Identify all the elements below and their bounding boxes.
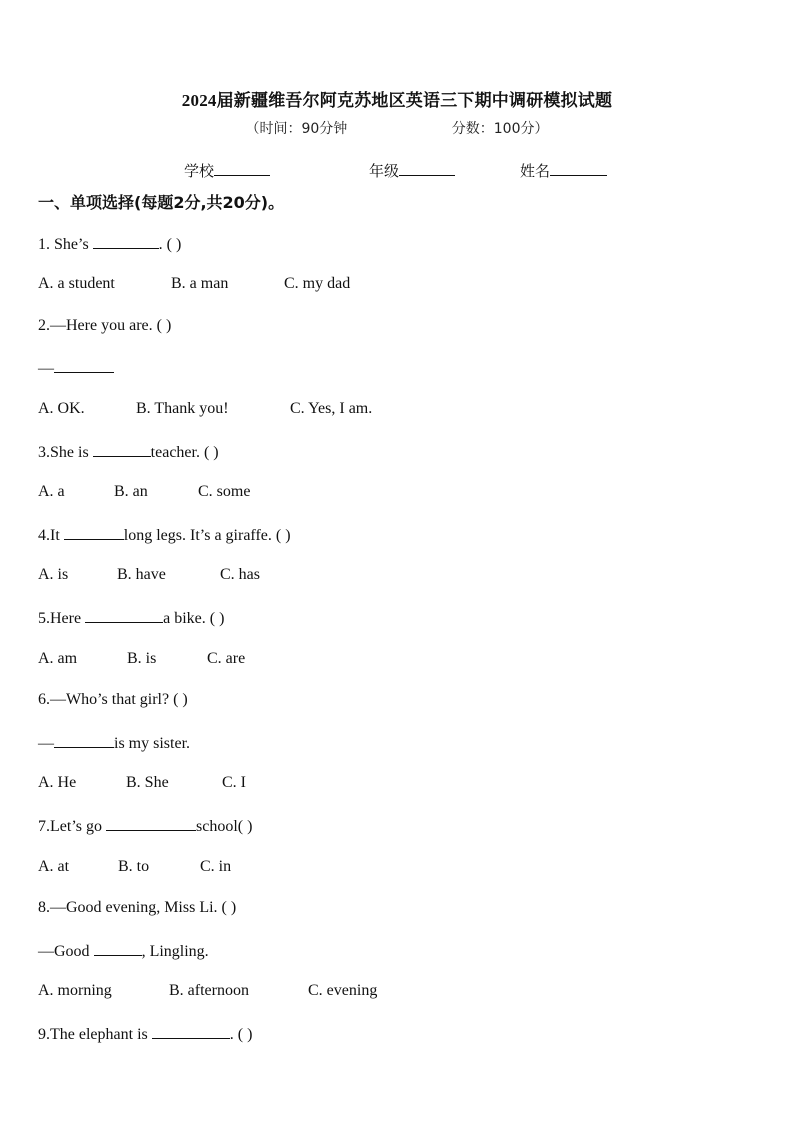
question-1 <box>38 234 181 254</box>
question-6 <box>38 691 188 709</box>
answer-blank[interactable] <box>106 816 196 831</box>
option-c[interactable]: C. in <box>200 858 232 875</box>
option-c[interactable]: C. are <box>207 650 246 667</box>
name-label: 姓名 <box>520 162 551 180</box>
question-3 <box>38 442 219 462</box>
answer-blank[interactable] <box>85 608 163 623</box>
option-c[interactable]: C. Yes, I am. <box>290 400 373 417</box>
question-text: 7.Let’s go <box>38 818 106 835</box>
reply-8 <box>38 941 209 961</box>
question-5 <box>38 608 224 628</box>
options-7 <box>38 858 231 876</box>
option-b[interactable]: B. afternoon <box>169 982 249 999</box>
question-text: 1. She’s <box>38 236 93 253</box>
reply-dash: — <box>38 360 54 377</box>
school-label: 学校 <box>184 162 215 180</box>
question-text-tail: long legs. It’s a giraffe. ( ) <box>123 527 291 544</box>
options-2 <box>38 400 372 418</box>
options-3 <box>38 483 250 501</box>
option-c[interactable]: C. has <box>220 566 260 583</box>
question-text-tail: a bike. ( ) <box>163 610 225 627</box>
option-a[interactable]: A. morning <box>38 982 112 999</box>
option-c[interactable]: C. my dad <box>284 275 351 292</box>
name-blank[interactable] <box>550 161 607 176</box>
option-c[interactable]: C. some <box>198 483 251 500</box>
reply-text: is my sister. <box>114 735 191 752</box>
option-c[interactable]: C. I <box>222 774 246 791</box>
option-a[interactable]: A. am <box>38 650 78 667</box>
question-8 <box>38 899 236 917</box>
option-b[interactable]: B. Thank you! <box>136 400 229 417</box>
school-field[interactable] <box>184 160 270 181</box>
question-text: 3.She is <box>38 444 93 461</box>
reply-2 <box>38 358 114 378</box>
question-text: 5.Here <box>38 610 86 627</box>
reply-text: —Good <box>38 943 94 960</box>
option-a[interactable]: A. OK. <box>38 400 85 417</box>
question-text-tail: . ( ) <box>229 1026 253 1043</box>
answer-blank[interactable] <box>54 358 114 373</box>
option-b[interactable]: B. to <box>118 858 150 875</box>
answer-blank[interactable] <box>94 941 142 956</box>
grade-label: 年级 <box>369 162 400 180</box>
grade-field[interactable] <box>369 160 455 181</box>
name-field[interactable] <box>520 160 607 181</box>
option-a[interactable]: A. is <box>38 566 69 583</box>
question-2 <box>38 317 171 335</box>
option-a[interactable]: A. He <box>38 774 77 791</box>
exam-meta <box>0 118 794 138</box>
option-b[interactable]: B. a man <box>171 275 229 292</box>
exam-score: 分数：100分） <box>451 121 549 137</box>
question-7 <box>38 816 252 836</box>
option-a[interactable]: A. a student <box>38 275 115 292</box>
answer-blank[interactable] <box>64 525 124 540</box>
option-b[interactable]: B. is <box>127 650 157 667</box>
question-4 <box>38 525 291 545</box>
question-text: 6.—Who’s that girl? ( ) <box>38 691 188 708</box>
question-9 <box>38 1024 252 1044</box>
options-4 <box>38 566 260 584</box>
question-text-tail: school( ) <box>196 818 253 835</box>
option-b[interactable]: B. have <box>117 566 166 583</box>
answer-blank[interactable] <box>152 1024 230 1039</box>
answer-blank[interactable] <box>93 442 151 457</box>
reply-text-tail: , Lingling. <box>141 943 209 960</box>
options-8 <box>38 982 377 1000</box>
options-5 <box>38 650 245 668</box>
exam-title: 2024届新疆维吾尔阿克苏地区英语三下期中调研模拟试题 <box>181 91 613 110</box>
question-text-tail: . ( ) <box>158 236 182 253</box>
option-a[interactable]: A. at <box>38 858 70 875</box>
reply-6 <box>38 733 190 753</box>
option-a[interactable]: A. a <box>38 483 65 500</box>
question-text-tail: teacher. ( ) <box>150 444 219 461</box>
options-1 <box>38 275 350 293</box>
options-6 <box>38 774 246 792</box>
question-text: 4.It <box>38 527 64 544</box>
answer-blank[interactable] <box>93 234 159 249</box>
option-b[interactable]: B. She <box>126 774 169 791</box>
question-text: 8.—Good evening, Miss Li. ( ) <box>38 899 237 916</box>
option-c[interactable]: C. evening <box>308 982 378 999</box>
exam-time: （时间：90分钟 <box>245 121 348 137</box>
answer-blank[interactable] <box>54 733 114 748</box>
section-title: 一、单项选择(每题2分,共20分)。 <box>38 193 285 212</box>
reply-dash: — <box>38 735 54 752</box>
grade-blank[interactable] <box>399 161 455 176</box>
question-text: 9.The elephant is <box>38 1026 152 1043</box>
question-text: 2.—Here you are. ( ) <box>38 317 172 334</box>
option-b[interactable]: B. an <box>114 483 148 500</box>
school-blank[interactable] <box>214 161 270 176</box>
